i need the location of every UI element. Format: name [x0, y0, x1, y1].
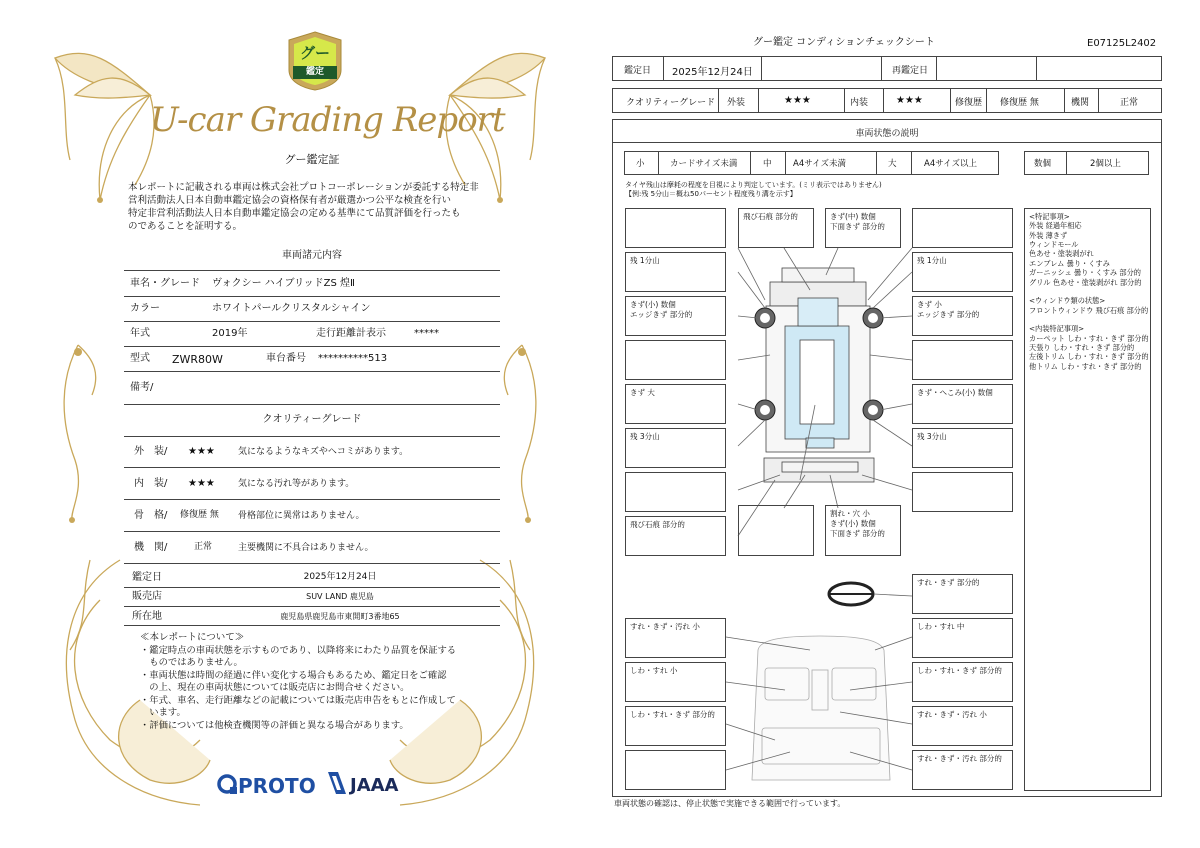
damage-box: 残 1分山	[625, 252, 726, 292]
grade-ext-value: ★★★	[188, 446, 215, 457]
dealer-value: SUV LAND 鹿児島	[306, 592, 374, 601]
int-value: ★★★	[896, 95, 923, 106]
damage-box: しわ・すれ 小	[625, 662, 726, 702]
address-label: 所在地	[132, 611, 162, 622]
grade-ext-comment: 気になるようなキズやヘコミがあります。	[238, 447, 409, 457]
int-label: 内装	[850, 98, 869, 108]
divider	[124, 587, 500, 588]
grade-ext-label: 外 装/	[134, 446, 168, 457]
date-value: 2025年12月24日	[303, 572, 377, 582]
grade-engine-comment: 主要機関に不具合はありません。	[238, 543, 374, 553]
jaaa-logo-text: JAAA	[350, 775, 399, 796]
divider	[124, 625, 500, 626]
damage-box	[625, 750, 726, 790]
grade-engine-label: 機 関/	[134, 542, 168, 553]
engine-label: 機関	[1071, 98, 1090, 108]
grade-int-value: ★★★	[188, 478, 215, 489]
notes-label: 備考/	[130, 382, 154, 393]
divider	[124, 467, 500, 468]
legend-mid-desc: A4サイズ未満	[793, 159, 847, 169]
jaaa-logo-icon	[326, 770, 348, 796]
divider	[124, 270, 500, 271]
color-label: カラー	[130, 303, 160, 314]
legend-small-desc: カードサイズ未満	[670, 159, 738, 169]
damage-box: しわ・すれ・きず 部分的	[625, 706, 726, 746]
damage-box: きず(小) 数個 エッジきず 部分的	[625, 296, 726, 336]
repair-label: 修復歴	[955, 98, 983, 108]
damage-box: 残 3分山	[912, 428, 1013, 468]
tire-note-1: タイヤ残山は摩耗の程度を目視により判定しています。(ミリ表示ではありません)	[625, 181, 882, 189]
grade-frame-value: 修復歴 無	[180, 510, 219, 520]
legend-count: 数個	[1034, 159, 1052, 169]
damage-box: すれ・きず・汚れ 小	[625, 618, 726, 658]
divider	[124, 296, 500, 297]
legend-count-desc: 2個以上	[1090, 159, 1121, 169]
divider	[124, 346, 500, 347]
divider	[124, 404, 500, 405]
chassis-value: **********513	[318, 353, 388, 364]
sheet-date-label: 鑑定日	[624, 66, 652, 76]
ext-value: ★★★	[784, 95, 811, 106]
color-value: ホワイトパールクリスタルシャイン	[212, 303, 371, 314]
engine-value: 正常	[1120, 98, 1139, 108]
damage-box: きず 小 エッジきず 部分的	[912, 296, 1013, 336]
right-condition-sheet	[600, 0, 1200, 848]
damage-box: すれ・きず・汚れ 小	[912, 706, 1013, 746]
damage-box	[738, 505, 814, 556]
damage-box: きず・へこみ(小) 数個	[912, 384, 1013, 424]
sheet-title: グー鑑定 コンディションチェックシート	[753, 37, 935, 48]
repair-value: 修復歴 無	[1000, 98, 1039, 108]
divider	[124, 531, 500, 532]
damage-box	[912, 208, 1013, 248]
grade-int-comment: 気になる汚れ等があります。	[238, 479, 355, 489]
ext-label: 外装	[727, 98, 746, 108]
name-label: 車名・グレード	[130, 278, 200, 289]
divider	[124, 606, 500, 607]
damage-box: しわ・すれ・きず 部分的	[912, 662, 1013, 702]
damage-box: すれ・きず 部分的	[912, 574, 1013, 614]
damage-box: 飛び石痕 部分的	[738, 208, 814, 248]
divider	[124, 436, 500, 437]
model-label: 型式	[130, 353, 150, 364]
year-label: 年式	[130, 328, 150, 339]
legend-large-desc: A4サイズ以上	[924, 159, 978, 169]
address-value: 鹿児島県鹿児島市東開町3番地65	[280, 612, 400, 621]
sheet-footer: 車両状態の確認は、停止状態で実施できる範囲で行っています。	[614, 799, 846, 808]
quality-title: クオリティーグレード	[262, 414, 362, 425]
mileage-label: 走行距離計表示	[316, 328, 386, 339]
qg-label: クオリティーグレード	[626, 98, 716, 108]
damage-box	[912, 472, 1013, 512]
year-value: 2019年	[212, 328, 248, 339]
grade-engine-value: 正常	[194, 542, 213, 552]
grade-frame-comment: 骨格部位に異常はありません。	[238, 511, 365, 521]
damage-box: 飛び石痕 部分的	[625, 516, 726, 556]
section-title: 車両状態の説明	[855, 129, 919, 139]
name-value: ヴォクシー ハイブリッドZS 煌Ⅱ	[212, 278, 355, 289]
left-certificate: グー 鑑定 U-car Grading Report グー鑑定証 本レポートに記載される車両は株式会社プロトコーポレーションが委託する特定非 営利活動法人日本自動車鑑定協会の資格保有者が厳選かつ公平な検査を行い 特定非営利活動法人日本自動車鑑定協会の定める基準にて品質評価を行ったも のであることを証明する。 車両諸元内容 車名・グレード ヴォクシー ハイブリッドZS 煌Ⅱ カラー ホワイトパールクリスタルシャイン 年式 2019年 走行距離計表示 ***** 型式 ZWR80W 車台番号 **********513 備考/ クオリティーグレード 外 装/ ★★★ 気になるようなキズやヘコミがあります。 内 装/ ★★★ 気になる汚れ等があります。 骨 格/ 修復歴 無 骨格部位に異常はありません。 機 関/ 正常 主要機関に不具合はありません。 鑑定日 2025年12月24日 販売店 SUV LAND 鹿児島 所在地 鹿児島県鹿児島市東開町3番地65 ≪本レポートについて≫ ・鑑定時点の車両状態を示すものであり、以降将来にわたり品質を保証する ものではありません。 ・車両状態は時間の経過に伴い変化する場合もあるため、鑑定日をご確認 の上、現在の車両状態については販売店にお問合せください。 ・年式、車名、走行距離などの記載については販売店申告をもとに作成して います。 ・評価については他検査機関等の評価と異なる場合があります。 PROTO JAAA	[0, 0, 600, 848]
divider	[124, 321, 500, 322]
legend-large: 大	[888, 159, 897, 169]
dealer-label: 販売店	[132, 591, 162, 602]
redate-label: 再鑑定日	[892, 66, 929, 76]
script-title: U-car Grading Report	[150, 100, 505, 140]
divider	[124, 499, 500, 500]
tire-note-2: 【例:残 5分山＝概ね50パーセント程度残り溝を示す】	[625, 190, 797, 198]
date-label: 鑑定日	[132, 572, 162, 583]
divider	[124, 371, 500, 372]
damage-box: しわ・すれ 中	[912, 618, 1013, 658]
badge-top-text: グー	[299, 44, 330, 62]
damage-box: 割れ・穴 小 きず(小) 数個 下面きず 部分的	[825, 505, 901, 556]
damage-box	[625, 472, 726, 512]
damage-box	[625, 208, 726, 248]
legend-mid: 中	[763, 159, 772, 169]
grade-frame-label: 骨 格/	[134, 510, 168, 521]
mileage-value: *****	[414, 328, 439, 339]
chassis-label: 車台番号	[266, 353, 306, 364]
damage-box: 残 3分山	[625, 428, 726, 468]
grade-int-label: 内 装/	[134, 478, 168, 489]
divider	[124, 563, 500, 564]
notice-title: ≪本レポートについて≫	[140, 632, 245, 643]
model-value: ZWR80W	[172, 353, 223, 366]
damage-box	[625, 340, 726, 380]
proto-logo-icon	[216, 773, 240, 797]
damage-box: きず(中) 数個 下面きず 部分的	[825, 208, 901, 248]
sheet-date-value: 2025年12月24日	[672, 67, 753, 78]
badge-bottom-text: 鑑定	[305, 67, 324, 77]
special-notes-panel: <特記事項> 外装 経過年相応 外装 薄きず ウィンドモール 色あせ・塗装剥がれ エンブレム 曇り・くすみ ガーニッシュ 曇り・くすみ 部分的 グリル 色あせ・塗装剥がれ 部分的 <ウィンドウ類の状態> フロントウィンドウ 飛び石痕 部分的 <内装特記事項> カーペット しわ・すれ・きず 部分的 天張り しわ・すれ・きず 部分的 左後トリム しわ・すれ・きず 部分的 他トリム しわ・すれ・きず 部分的	[1024, 208, 1151, 791]
damage-box: きず 大	[625, 384, 726, 424]
spec-title: 車両諸元内容	[282, 250, 342, 261]
proto-logo-text: PROTO	[238, 774, 316, 798]
cert-title: グー鑑定証	[284, 153, 340, 166]
damage-box: すれ・きず・汚れ 部分的	[912, 750, 1013, 790]
sheet-id: E07125L2402	[1087, 38, 1157, 49]
legend-small: 小	[636, 159, 645, 169]
damage-box: 残 1分山	[912, 252, 1013, 292]
damage-box	[912, 340, 1013, 380]
